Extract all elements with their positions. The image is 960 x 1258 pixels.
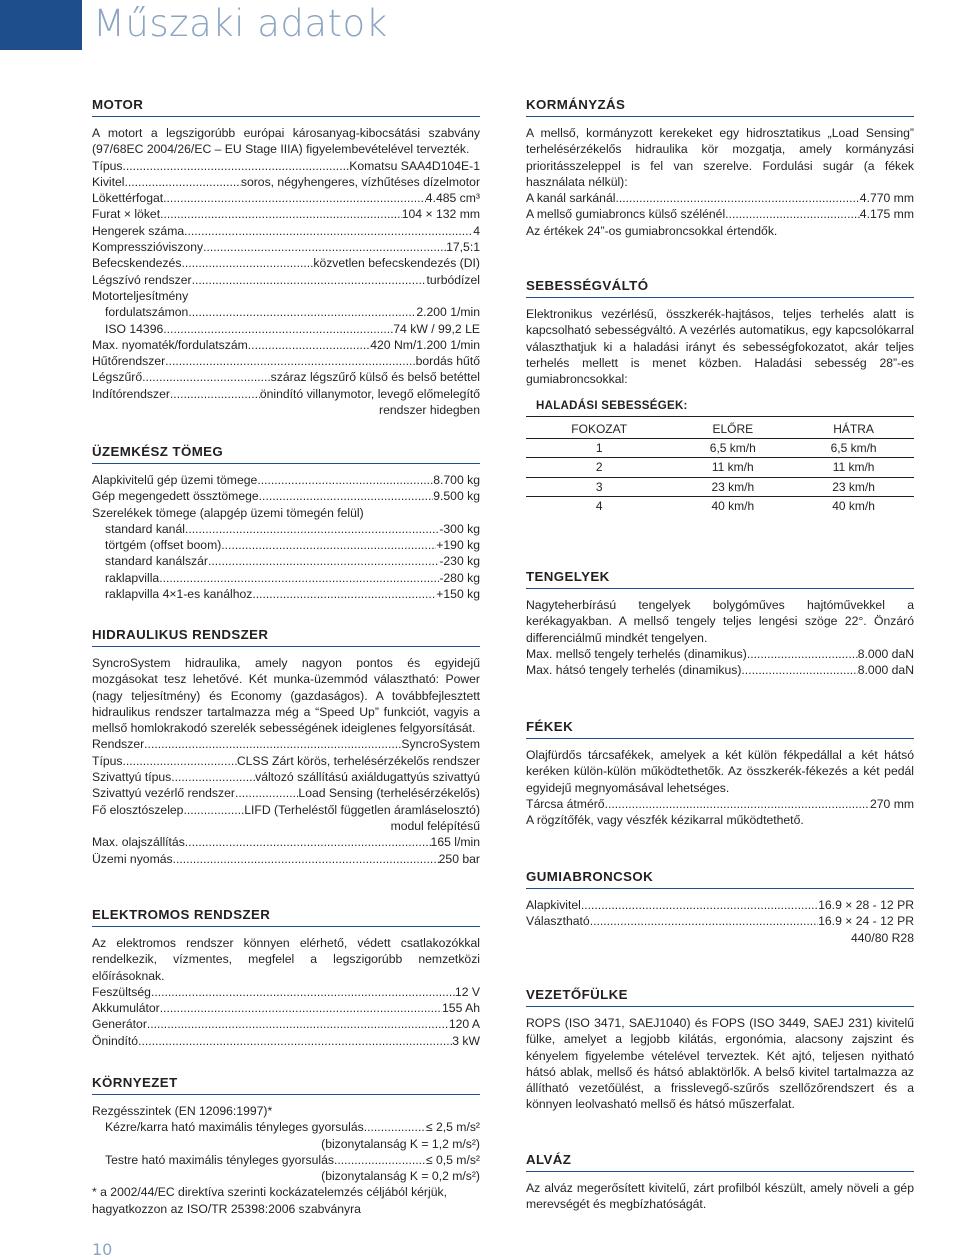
spec-row: Alapkivitelű gép üzemi tömege ..... 8.700 kg (92, 472, 480, 488)
spec-row: A mellső gumiabroncs külső szélénél ..... 4.175 mm (526, 206, 914, 222)
brakes-intro: Olajfürdős tárcsafékek, amelyek a két külön fékpedállal a két hátsó keréken külön-külön működtethetők. Az összkerék-fékezés a két pedál egyidejű megnyomásával lehetséges. (526, 748, 914, 795)
spec-row: törtgém (offset boom) ..... +190 kg (92, 537, 480, 553)
spec-row: Indítórendszer ..... önindító villanymotor, levegő előmelegítő (92, 386, 480, 402)
brakes-title: FÉKEK (526, 719, 914, 739)
weight-title: ÜZEMKÉSZ TÖMEG (92, 444, 480, 464)
gearbox-title: SEBESSÉGVÁLTÓ (526, 278, 914, 298)
hydraulic-intro: SyncroSystem hidraulika, amely nagyon pontos és egyidejű mozgásokat tesz lehetővé. Két munka-üzemmód választható: Power (nagy teljesítmény) és Economy (gazdaságos). A továbbfejlesztett hidraulikus rendszer tartalmazza még a “Speed Up” funkciót, vagyis a mellső homlokrakodó szerelék sebességének ideiglenes felgyorsítását. (92, 656, 480, 736)
spec-row: Fő elosztószelep ..... LIFD (Terheléstől független áramláselosztó) (92, 802, 480, 818)
table-row: 1 6,5 km/h 6,5 km/h (526, 439, 914, 458)
header-accent-block (0, 0, 82, 50)
spec-row: A kanál sarkánál ..... 4.770 mm (526, 190, 914, 206)
spec-row: Lökettérfogat ..... 4.485 cm³ (92, 190, 480, 206)
spec-row: standard kanálszár ..... -230 kg (92, 553, 480, 569)
environment-footnote: * a 2002/44/EC direktíva szerinti kockázatelemzés céljából kérjük, hagyatkozzon az ISO/TR 25398:2006 szabványra (92, 1185, 447, 1216)
motor-intro: A motort a legszigorúbb európai károsanyag-kibocsátási szabvány (97/68EC 2004/26/EC – EU Stage IIIA) figyelembevételével tervezték. (92, 126, 480, 157)
spec-row: Generátor ..... 120 A (92, 1016, 480, 1032)
spec-row: Max. olajszállítás ..... 165 l/min (92, 834, 480, 850)
spec-row: standard kanál ..... -300 kg (92, 521, 480, 537)
accuracy-note: (bizonytalanság K = 0,2 m/s²) (321, 1169, 480, 1184)
motor-title: MOTOR (92, 97, 480, 117)
spec-row: Hengerek száma ..... 4 (92, 223, 480, 239)
axles-intro: Nagyteherbírású tengelyek bolygóműves hajtóművekkel a kerékagyakban. A mellső tengely teljes lengési szöge 22°. Önzáró differenciálmű mindkét tengelyen. (526, 598, 914, 645)
axles-title: TENGELYEK (526, 569, 914, 589)
speed-table-title: HALADÁSI SEBESSÉGEK: (526, 398, 914, 416)
spec-row: Befecskendezés ..... közvetlen befecskendezés (DI) (92, 255, 480, 271)
cab-section (526, 987, 914, 1113)
speed-header: HÁTRA (793, 421, 914, 439)
spec-row: raklapvilla 4×1-es kanálhoz ..... +150 kg (92, 586, 480, 602)
brakes-section (526, 719, 914, 828)
tools-label: Szerelékek tömege (alapgép üzemi tömegén felül) (92, 505, 364, 520)
weight-section (92, 444, 480, 602)
electric-intro: Az elektromos rendszer könnyen elérhető, védett csatlakozókkal rendelkezik, vízmentes, megfelel a legszigorúbb nemzetközi előírásoknak. (92, 936, 480, 983)
gearbox-section (526, 278, 914, 515)
steering-intro: A mellső, kormányzott kerekeket egy hidrosztatikus „Load Sensing” terhelésérzékelős hidraulika kör mozgatja, amely kormányzási prioritásszeleppel is fel van szerelve. Fordulási sugár (a fékek használata nélkül): (526, 126, 914, 189)
spec-row: Légszívó rendszer ..... turbódízel (92, 272, 480, 288)
steering-section (526, 97, 914, 239)
accuracy-note: (bizonytalanság K = 1,2 m/s²) (321, 1136, 480, 1151)
page-number: 10 (92, 1240, 113, 1258)
power-label: Motorteljesítmény (92, 288, 189, 303)
spec-row: Szivattyú vezérlő rendszer ..... Load Sensing (terhelésérzékelős) (92, 785, 480, 801)
spec-row: Max. nyomaték/fordulatszám ..... 420 Nm/1.200 1/min (92, 337, 480, 353)
spec-row: Kézre/karra ható maximális tényleges gyorsulás ..... ≤ 2,5 m/s² (92, 1119, 480, 1135)
motor-section (92, 97, 480, 418)
spec-row: Hűtőrendszer ..... bordás hűtő (92, 353, 480, 369)
speed-table (526, 421, 914, 515)
spec-row: Max. mellső tengely terhelés (dinamikus) ..... 8.000 daN (526, 646, 914, 662)
spec-row: Önindító ..... 3 kW (92, 1033, 480, 1049)
spec-row: Típus ..... CLSS Zárt körös, terhelésérzékelős rendszer (92, 753, 480, 769)
steering-note: Az értékek 24”-os gumiabroncsokkal értendők. (526, 223, 778, 238)
table-row: 4 40 km/h 40 km/h (595, 498, 875, 513)
vibration-label: Rezgésszintek (EN 12096:1997)* (92, 1104, 273, 1118)
gearbox-intro: Elektronikus vezérlésű, összkerék-hajtásos, teljes terhelés alatt is kapcsolható sebességváltó. A vezérlés automatikus, egy kapcsolókarral választhatjuk ki a haladási irányt és sebességfokozatot, akár teljes terhelés mellett is menet közben. Haladási sebesség 28”-es gumiabroncsokkal: (526, 307, 914, 387)
spec-row: Max. hátsó tengely terhelés (dinamikus) ..... 8.000 daN (526, 662, 914, 678)
valve-value-cont: modul felépítésű (390, 818, 480, 833)
spec-row: Szivattyú típus ..... változó szállítású axiáldugattyús szivattyú (92, 769, 480, 785)
chassis-title: ALVÁZ (526, 1152, 914, 1172)
electric-title: ELEKTROMOS RENDSZER (92, 907, 480, 927)
tyre-extra: 440/80 R28 (850, 930, 914, 945)
spec-row: Testre ható maximális tényleges gyorsulás ..... ≤ 0,5 m/s² (92, 1152, 480, 1168)
table-row: 3 23 km/h 23 km/h (526, 477, 914, 496)
table-row: 2 11 km/h 11 km/h (526, 458, 914, 477)
spec-row: Alapkivitel ..... 16.9 × 28 - 12 PR (526, 897, 914, 913)
spec-row: Kivitel ..... soros, négyhengeres, vízhűtéses dízelmotor (92, 174, 480, 190)
environment-title: KÖRNYEZET (92, 1075, 480, 1095)
spec-row: Gép megengedett össztömege ..... 9.500 kg (92, 488, 480, 504)
environment-section (92, 1075, 480, 1217)
speed-header: FOKOZAT (526, 421, 672, 439)
spec-row: Választható ..... 16.9 × 24 - 12 PR (526, 913, 914, 929)
hydraulic-title: HIDRAULIKUS RENDSZER (92, 627, 480, 647)
chassis-section (526, 1152, 914, 1213)
cab-text: ROPS (ISO 3471, SAEJ1040) és FOPS (ISO 3449, SAEJ 231) kivitelű fülke, amelyet a legjobb kilátás, ergonómia, alacsony zajszint és kényelem figyelembe vételével terveztek. Két ajtó, teljesen nyitható hátsó ablak, mellső és hátsó ablaktörlők. A belső kivitel tartalmazza az állítható vezetőülést, a frisslevegő-szűrős szellőzőrendszert és a könnyen leolvasható mellső és hátsó műszerfalat. (526, 1016, 914, 1112)
chassis-text: Az alváz megerősített kivitelű, zárt profilból készült, amely növeli a gép merevségét és megbízhatóságát. (526, 1181, 914, 1212)
spec-row: Furat × löket ..... 104 × 132 mm (92, 206, 480, 222)
page-title: Műszaki adatok (93, 2, 388, 45)
spec-row: Feszültség ..... 12 V (92, 984, 480, 1000)
tyres-title: GUMIABRONCSOK (526, 869, 914, 889)
spec-row: fordulatszámon ..... 2.200 1/min (92, 304, 480, 320)
spec-row: Akkumulátor ..... 155 Ah (92, 1000, 480, 1016)
spec-row: Típus ..... Komatsu SAA4D104E-1 (92, 158, 480, 174)
spec-row: Tárcsa átmérő ..... 270 mm (526, 796, 914, 812)
spec-row: Légszűrő ..... száraz légszűrő külső és belső betéttel (92, 369, 480, 385)
steering-title: KORMÁNYZÁS (526, 97, 914, 117)
hydraulic-section (92, 627, 480, 867)
electric-section (92, 907, 480, 1049)
spec-row: Rendszer ..... SyncroSystem (92, 736, 480, 752)
spec-row: Kompresszióviszony ..... 17,5:1 (92, 239, 480, 255)
starter-value-cont: rendszer hidegben (379, 403, 480, 418)
axles-section (526, 569, 914, 678)
speed-header: ELŐRE (672, 421, 793, 439)
tyres-section (526, 869, 914, 946)
spec-row: Üzemi nyomás ..... 250 bar (92, 851, 480, 867)
cab-title: VEZETŐFÜLKE (526, 987, 914, 1007)
brakes-note: A rögzítőfék, vagy vészfék kézikarral működtethető. (526, 813, 804, 828)
spec-row: raklapvilla ..... -280 kg (92, 570, 480, 586)
spec-row: ISO 14396 ..... 74 kW / 99,2 LE (92, 321, 480, 337)
